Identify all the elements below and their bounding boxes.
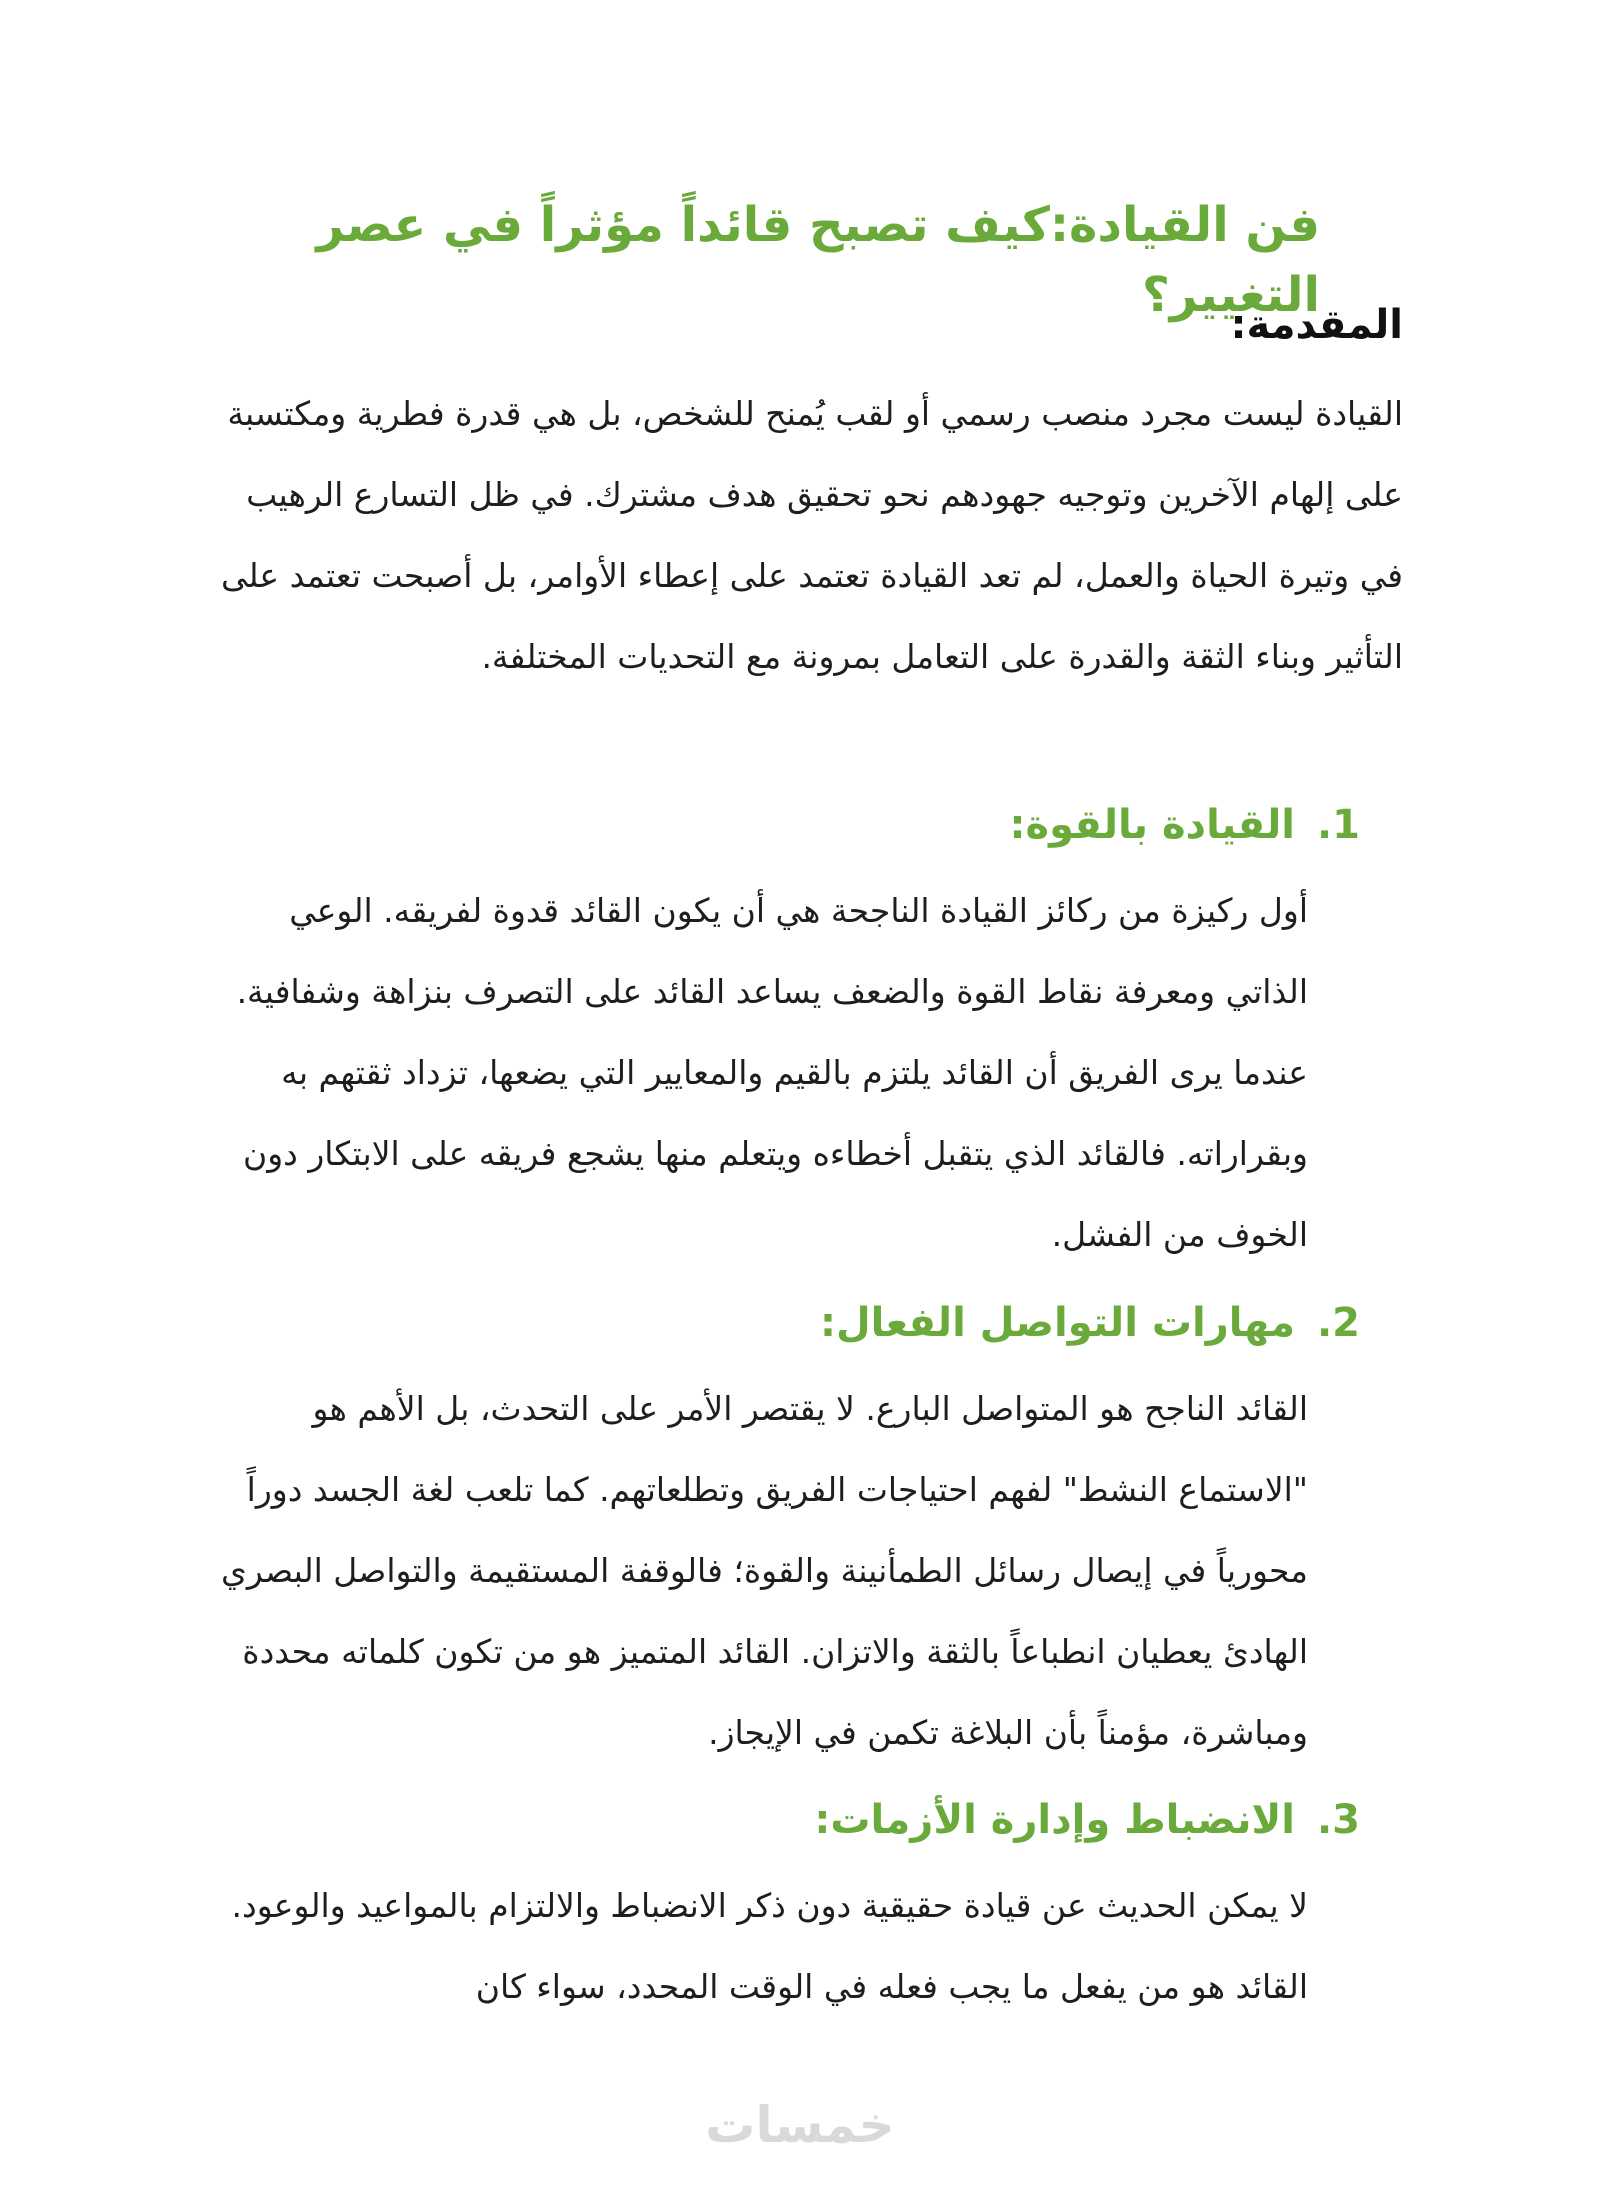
section-3-heading	[814, 1790, 1360, 1850]
intro-heading: المقدمة:	[1230, 302, 1403, 348]
section-2-title: مهارات التواصل الفعال:	[819, 1300, 1295, 1346]
document-title: فن القيادة:كيف تصبح قائداً مؤثراً في عصر التغيير؟	[316, 197, 1320, 323]
section-3-paragraph: لا يمكن الحديث عن قيادة حقيقية دون ذكر الانضباط والالتزام بالمواعيد والوعود. القائد هو من يفعل ما يجب فعله في الوقت المحدد، سواء كان	[231, 1886, 1308, 2006]
section-3-title: الانضباط وإدارة الأزمات:	[814, 1797, 1295, 1843]
intro-paragraph: القيادة ليست مجرد منصب رسمي أو لقب يُمنح للشخص، بل هي قدرة فطرية ومكتسبة على إلهام الآخرين وتوجيه جهودهم نحو تحقيق هدف مشترك. في ظل التسارع الرهيب في وتيرة الحياة والعمل، لم تعد القيادة تعتمد على إعطاء الأوامر، بل أصبحت تعتمد على التأثير وبناء الثقة والقدرة على التعامل بمرونة مع التحديات المختلفة.	[220, 394, 1403, 676]
section-2-number: 2.	[1316, 1300, 1360, 1346]
section-1-paragraph: أول ركيزة من ركائز القيادة الناجحة هي أن يكون القائد قدوة لفريقه. الوعي الذاتي ومعرفة نقاط القوة والضعف يساعد القائد على التصرف بنزاهة وشفافية. عندما يرى الفريق أن القائد يلتزم بالقيم والمعايير التي يضعها، تزداد ثقتهم به وبقراراته. فالقائد الذي يتقبل أخطاءه ويتعلم منها يشجع فريقه على الابتكار دون الخوف من الفشل.	[236, 891, 1308, 1254]
section-2-heading	[820, 1293, 1360, 1353]
section-2-paragraph: القائد الناجح هو المتواصل البارع. لا يقتصر الأمر على التحدث، بل الأهم هو "الاستماع النشط" لفهم احتياجات الفريق وتطلعاتهم. كما تلعب لغة الجسد دوراً محورياً في إيصال رسائل الطمأنينة والقوة؛ فالوقفة المستقيمة والتواصل البصري الهادئ يعطيان انطباعاً بالثقة والاتزان. القائد المتميز هو من تكون كلماته محددة ومباشرة، مؤمناً بأن البلاغة تكمن في الإيجاز.	[220, 1389, 1308, 1752]
section-3-number: 3.	[1316, 1797, 1360, 1843]
section-1-heading	[1009, 795, 1360, 855]
section-1-title: القيادة بالقوة:	[1009, 802, 1295, 848]
khamsat-watermark-logo: خمسات	[705, 2096, 895, 2154]
section-1-number: 1.	[1316, 802, 1360, 848]
